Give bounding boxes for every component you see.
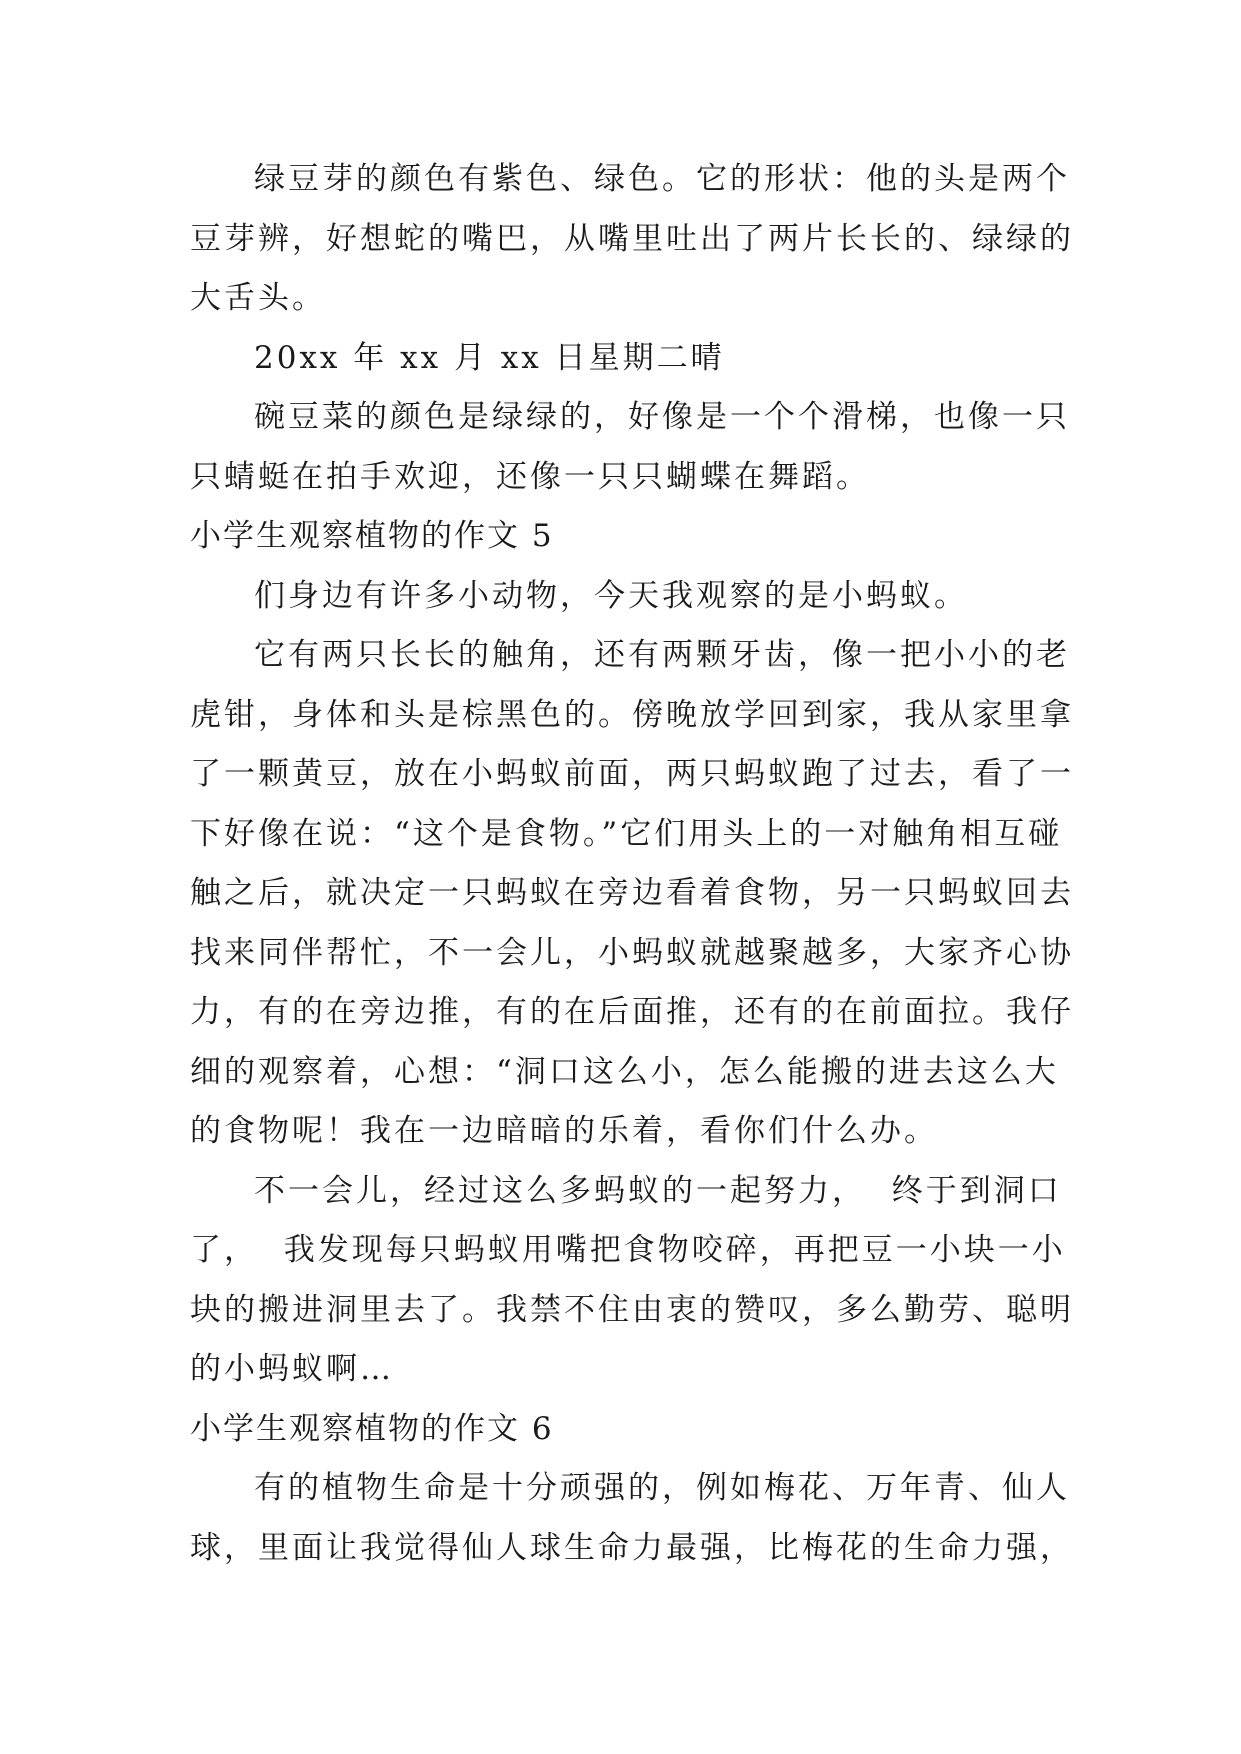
text-line: 只蜻蜓在拍手欢迎，还像一只只蝴蝶在舞蹈。 [190, 458, 870, 495]
text-line: 了， 我发现每只蚂蚁用嘴把食物咬碎，再把豆一小块一小 [190, 1232, 1066, 1268]
paragraph [190, 1459, 1074, 1578]
paragraph [190, 388, 1070, 507]
paragraph [190, 626, 1074, 1162]
document-body [190, 150, 1074, 1578]
text-line: 碗豆菜的颜色是绿绿的，好像是一个个滑梯，也像一只 [254, 399, 1070, 435]
text-line: 不一会儿，经过这么多蚂蚁的一起努力， 终于到洞口 [254, 1172, 1062, 1209]
text-line: 20xx 年 xx 月 xx 日星期二晴 [254, 339, 725, 376]
paragraph [190, 567, 1060, 627]
text-line: 找来同伴帮忙，不一会儿，小蚂蚁就越聚越多，大家齐心协 [190, 934, 1074, 971]
text-line: 细的观察着，心想：“洞口这么小，怎么能搬的进去这么大 [190, 1053, 1059, 1090]
text-line: 大舌头。 [190, 280, 326, 316]
text-line: 块的搬进洞里去了。我禁不住由衷的赞叹，多么勤劳、聪明 [190, 1291, 1074, 1328]
text-line: 绿豆芽的颜色有紫色、绿色。它的形状：他的头是两个 [254, 161, 1070, 197]
text-line: 下好像在说：“这个是食物。”它们用头上的一对触角相互碰 [190, 815, 1063, 852]
text-line: 触之后，就决定一只蚂蚁在旁边看着食物，另一只蚂蚁回去 [190, 875, 1074, 911]
paragraph [190, 1162, 1074, 1400]
text-line: 有的植物生命是十分顽强的，例如梅花、万年青、仙人 [254, 1470, 1070, 1506]
text-line: 虎钳，身体和头是棕黑色的。傍晚放学回到家，我从家里拿 [190, 696, 1074, 733]
section-heading [190, 1400, 1060, 1460]
text-line: 的小蚂蚁啊… [190, 1351, 394, 1387]
text-line: 们身边有许多小动物，今天我观察的是小蚂蚁。 [254, 577, 968, 614]
heading-text: 小学生观察植物的作文 6 [190, 1410, 554, 1447]
section-heading [190, 507, 1060, 567]
paragraph [190, 150, 1074, 329]
text-line: 豆芽辨，好想蛇的嘴巴，从嘴里吐出了两片长长的、绿绿的 [190, 220, 1074, 257]
text-line: 球，里面让我觉得仙人球生命力最强，比梅花的生命力强， [190, 1529, 1074, 1566]
text-line: 力，有的在旁边推，有的在后面推，还有的在前面拉。我仔 [190, 994, 1074, 1030]
text-line: 的食物呢！我在一边暗暗的乐着，看你们什么办。 [190, 1113, 938, 1149]
heading-text: 小学生观察植物的作文 5 [190, 518, 554, 554]
text-line: 了一颗黄豆，放在小蚂蚁前面，两只蚂蚁跑了过去，看了一 [190, 756, 1074, 792]
paragraph-date [190, 329, 1060, 389]
text-line: 它有两只长长的触角，还有两颗牙齿，像一把小小的老 [254, 637, 1070, 673]
